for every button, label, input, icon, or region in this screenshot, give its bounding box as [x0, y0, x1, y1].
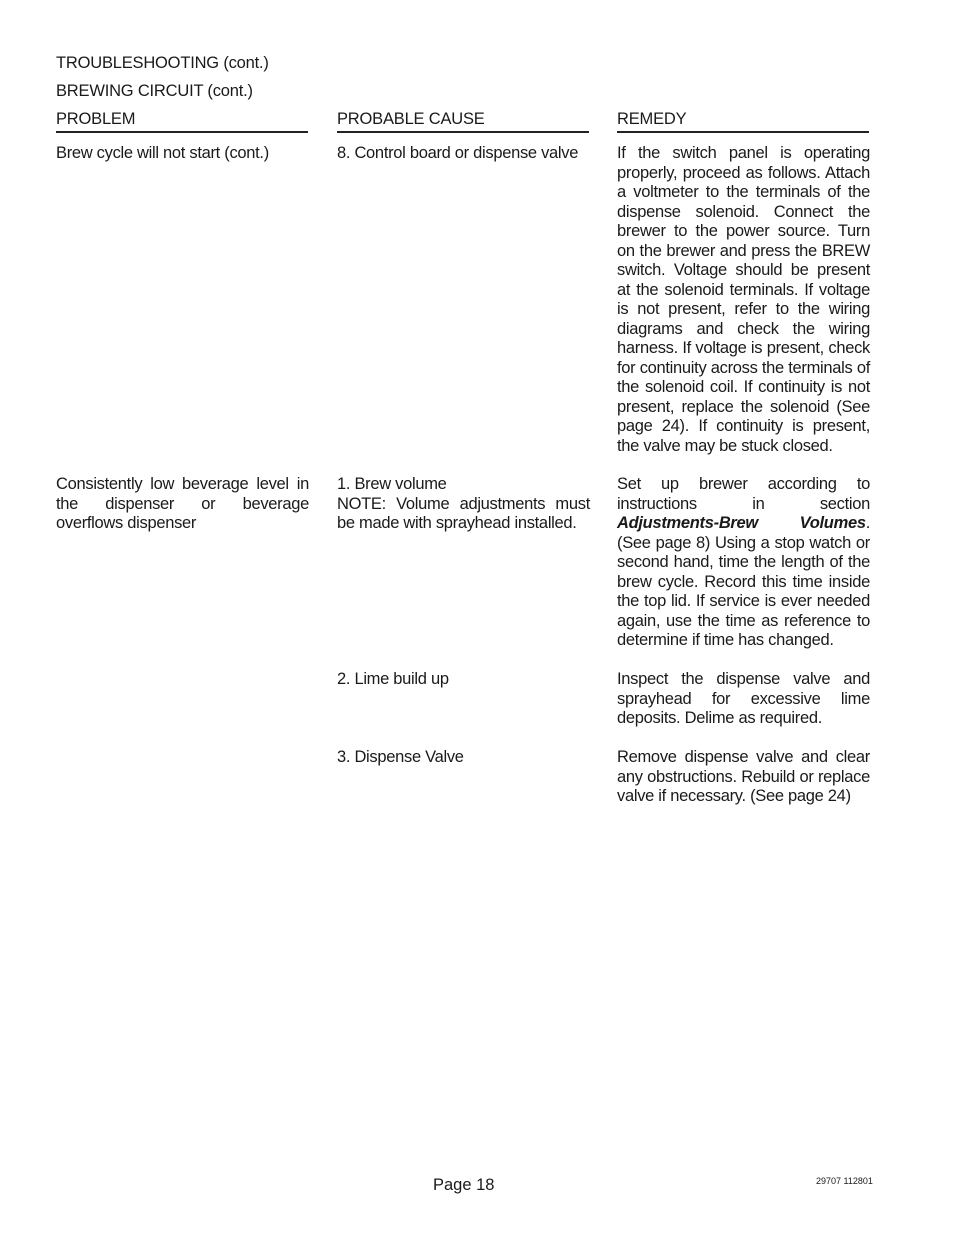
row2-remedy-post: . (See page 8) Using a stop watch or second hand, time the length of the brew cycle. Record this time inside the top lid. If service is ever needed again, use the time as reference to determine if time has changed. [617, 514, 870, 649]
column-header-problem: PROBLEM [56, 110, 308, 133]
row3-remedy: Inspect the dispense valve and sprayhead for excessive lime deposits. Delime as required. [617, 670, 870, 727]
row2-cause-note: NOTE: Volume adjustments must be made with sprayhead installed. [337, 494, 590, 532]
subsection-title: BREWING CIRCUIT (cont.) [56, 82, 253, 100]
page-number: Page 18 [433, 1176, 495, 1194]
column-header-remedy: REMEDY [617, 110, 869, 133]
row3-cause: 2. Lime build up [337, 670, 449, 688]
section-title: TROUBLESHOOTING (cont.) [56, 54, 269, 72]
row2-cause [337, 475, 590, 534]
document-number: 29707 112801 [816, 1176, 873, 1186]
row2-problem: Consistently low beverage level in the dispenser or beverage overflows dispenser [56, 475, 309, 532]
row2-remedy-pre: Set up brewer according to instructions in section [617, 475, 870, 513]
column-header-cause: PROBABLE CAUSE [337, 110, 589, 133]
row2-remedy [617, 475, 870, 651]
row2-remedy-section-ref: Adjustments-Brew Volumes [617, 514, 866, 532]
row2-cause-title: 1. Brew volume [337, 475, 447, 493]
row1-cause: 8. Control board or dispense valve [337, 144, 579, 162]
row4-remedy: Remove dispense valve and clear any obstructions. Rebuild or replace valve if necessary. (See page 24) [617, 748, 870, 805]
row1-problem: Brew cycle will not start (cont.) [56, 144, 269, 162]
row1-remedy: If the switch panel is operating properly, proceed as follows. Attach a voltmeter to the terminals of the dispense solenoid. Connect the brewer to the power source. Turn on the brewer and press the BREW switch. Voltage should be present at the solenoid terminals. If voltage is not present, refer to the wiring diagrams and check the wiring harness. If voltage is present, check for continuity across the terminals of the solenoid coil. If continuity is not present, replace the solenoid (See page 24). If continuity is present, the valve may be stuck closed. [617, 144, 870, 455]
row4-cause: 3. Dispense Valve [337, 748, 464, 766]
